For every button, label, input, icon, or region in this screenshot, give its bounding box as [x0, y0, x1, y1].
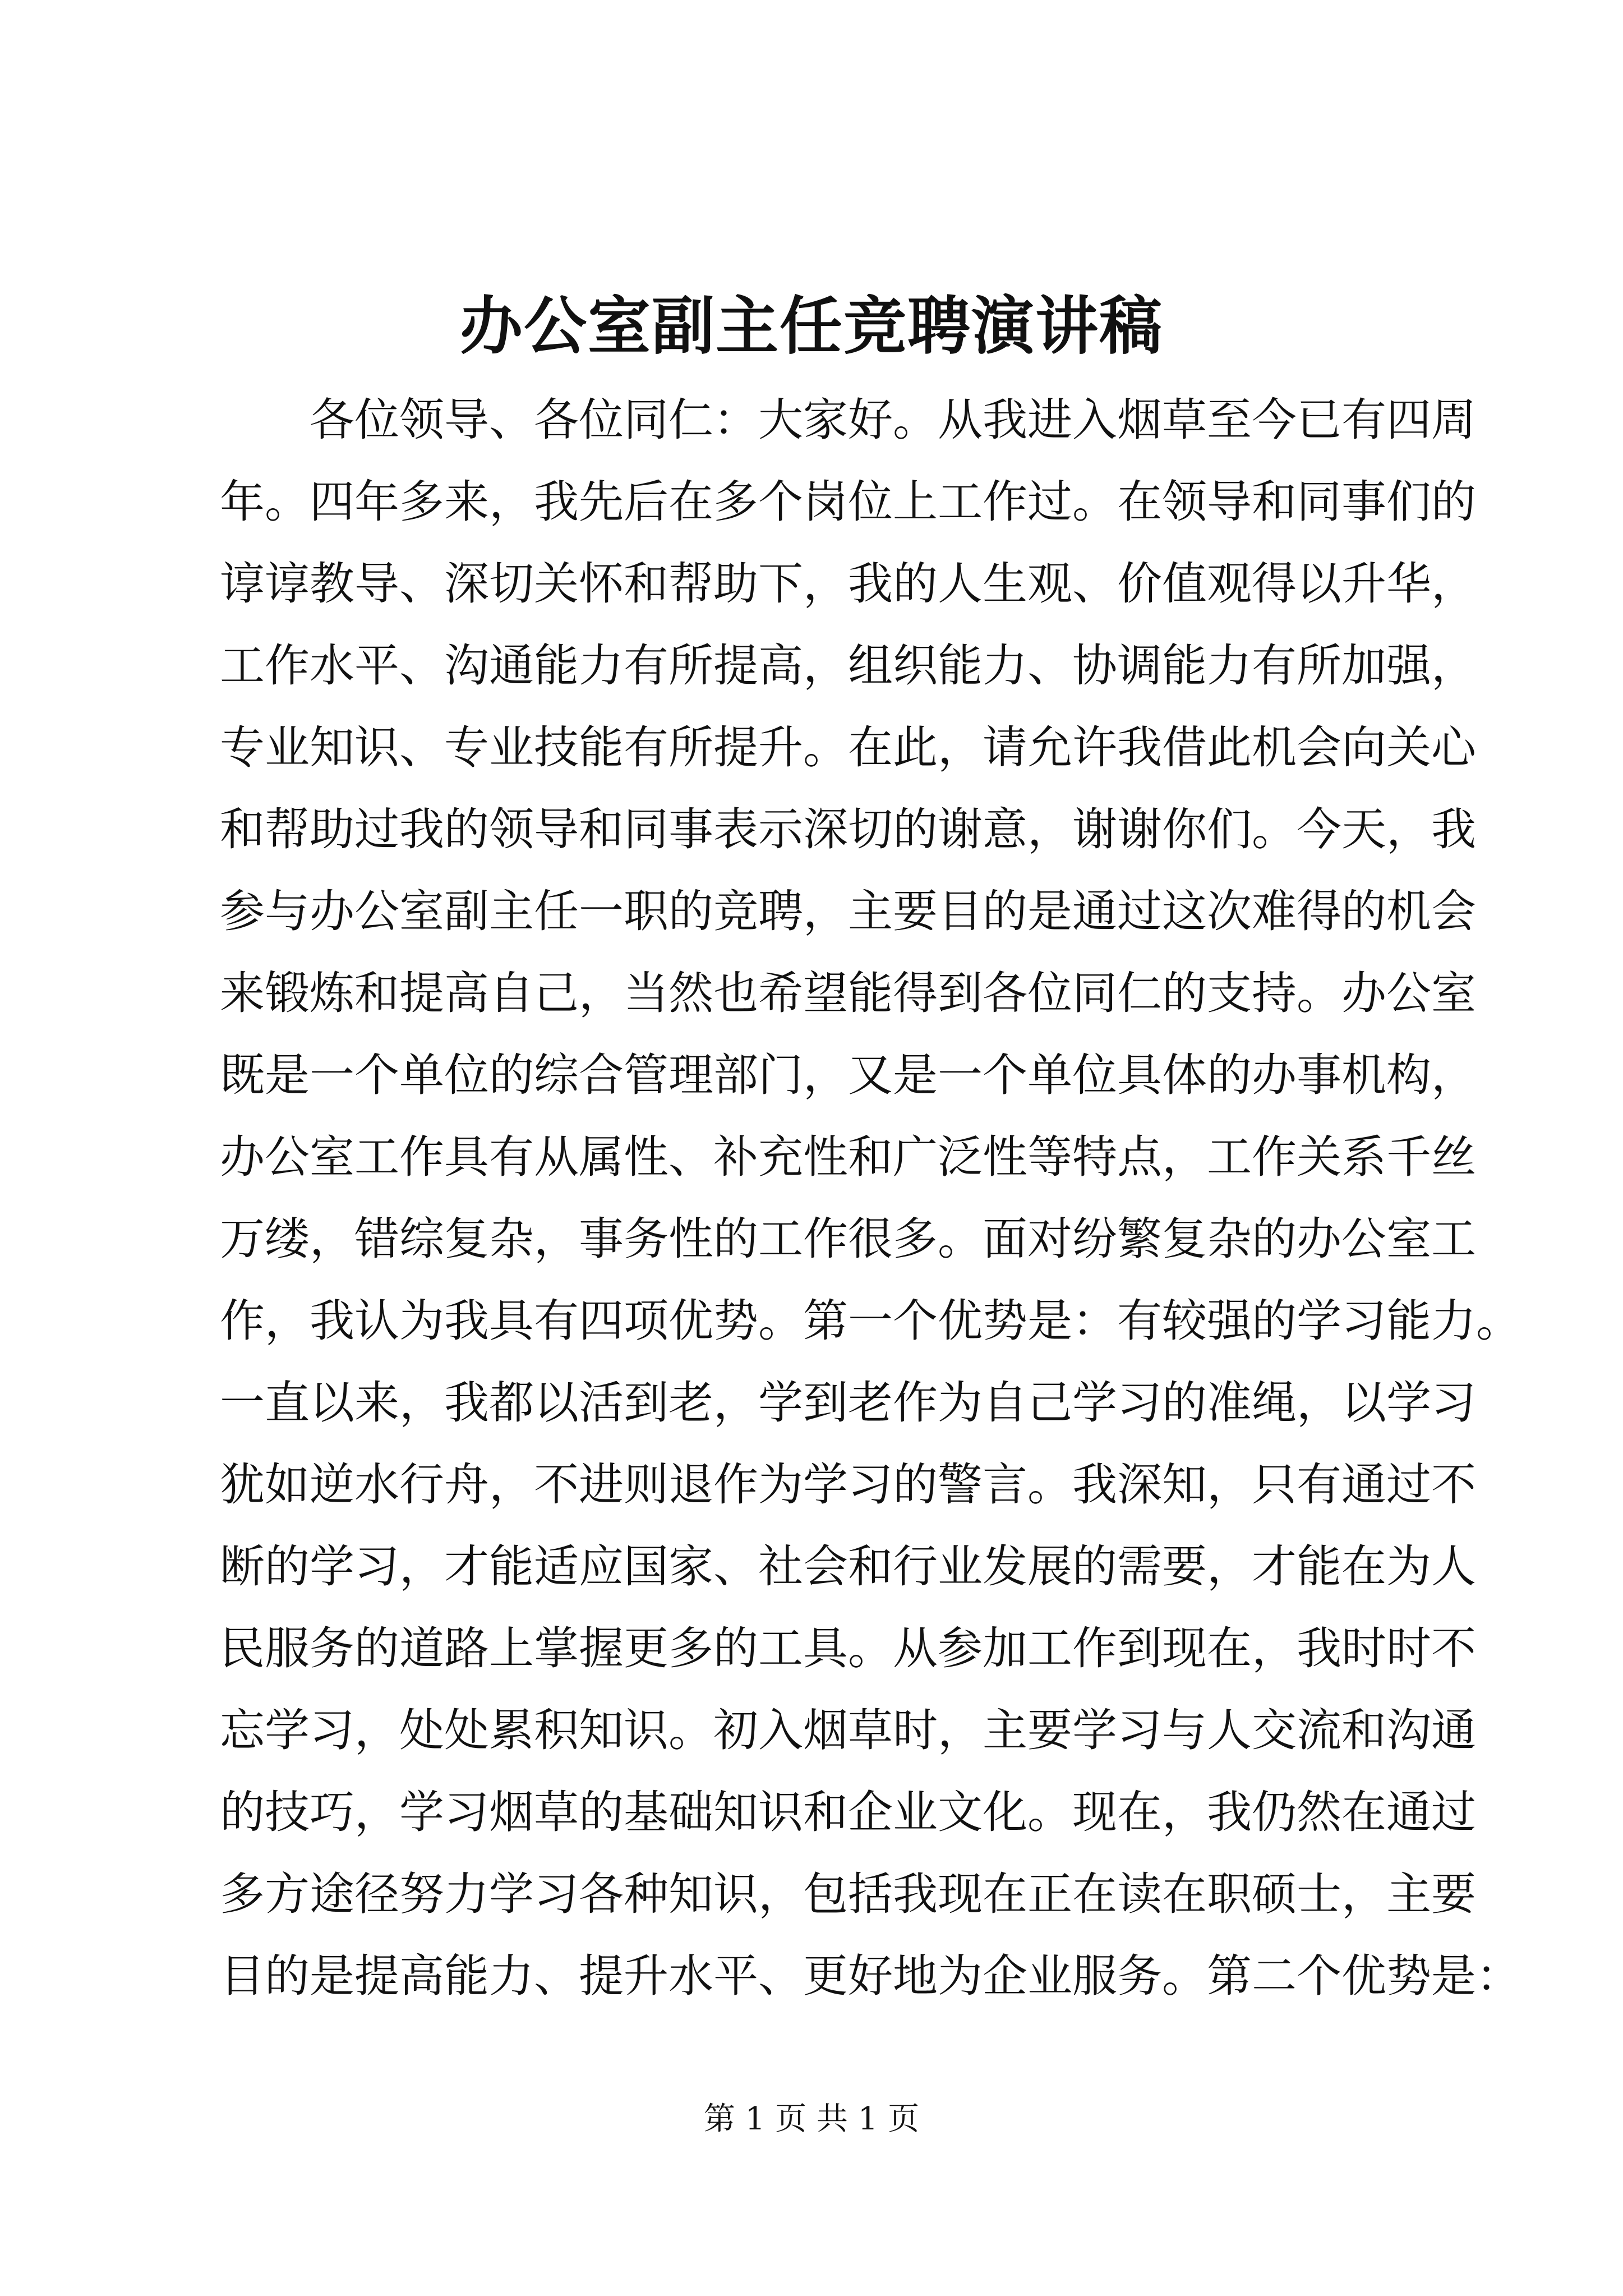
document-title: 办公室副主任竞聘演讲稿 [460, 289, 1163, 363]
page-footer: 第 1 页 共 1 页 [703, 2101, 920, 2137]
body-line: 谆谆教导、深切关怀和帮助下，我的人生观、价值观得以升华， [220, 558, 1476, 610]
body-line: 工作水平、沟通能力有所提高，组织能力、协调能力有所加强， [220, 639, 1476, 692]
body-line: 既是一个单位的综合管理部门，又是一个单位具体的办事机构， [220, 1049, 1476, 1101]
body-line: 犹如逆水行舟，不进则退作为学习的警言。我深知，只有通过不 [220, 1458, 1476, 1511]
body-line: 参与办公室副主任一职的竞聘，主要目的是通过这次难得的机会 [220, 885, 1476, 937]
body-line: 年。四年多来，我先后在多个岗位上工作过。在领导和同事们的 [220, 476, 1476, 528]
body-line: 多方途径努力学习各种知识，包括我现在正在读在职硕士，主要 [220, 1868, 1476, 1920]
body-line: 的技巧，学习烟草的基础知识和企业文化。现在，我仍然在通过 [220, 1786, 1476, 1838]
body-line: 专业知识、专业技能有所提升。在此，请允许我借此机会向关心 [220, 721, 1476, 774]
body-line: 民服务的道路上掌握更多的工具。从参加工作到现在，我时时不 [220, 1622, 1476, 1674]
body-line: 作，我认为我具有四项优势。第一个优势是：有较强的学习能力。 [220, 1295, 1521, 1347]
body-line: 各位领导、各位同仁：大家好。从我进入烟草至今已有四周 [310, 394, 1476, 446]
body-line: 和帮助过我的领导和同事表示深切的谢意，谢谢你们。今天，我 [220, 803, 1476, 855]
body-line: 一直以来，我都以活到老，学到老作为自己学习的准绳，以学习 [220, 1377, 1476, 1429]
body-line: 办公室工作具有从属性、补充性和广泛性等特点，工作关系千丝 [220, 1131, 1476, 1183]
document-body [220, 379, 1521, 2017]
body-line: 断的学习，才能适应国家、社会和行业发展的需要，才能在为人 [220, 1540, 1476, 1593]
body-line: 万缕，错综复杂，事务性的工作很多。面对纷繁复杂的办公室工 [220, 1213, 1476, 1265]
body-line: 忘学习，处处累积知识。初入烟草时，主要学习与人交流和沟通 [220, 1704, 1476, 1756]
body-line: 来锻炼和提高自己，当然也希望能得到各位同仁的支持。办公室 [220, 967, 1476, 1019]
body-line: 目的是提高能力、提升水平、更好地为企业服务。第二个优势是： [220, 1950, 1521, 2002]
